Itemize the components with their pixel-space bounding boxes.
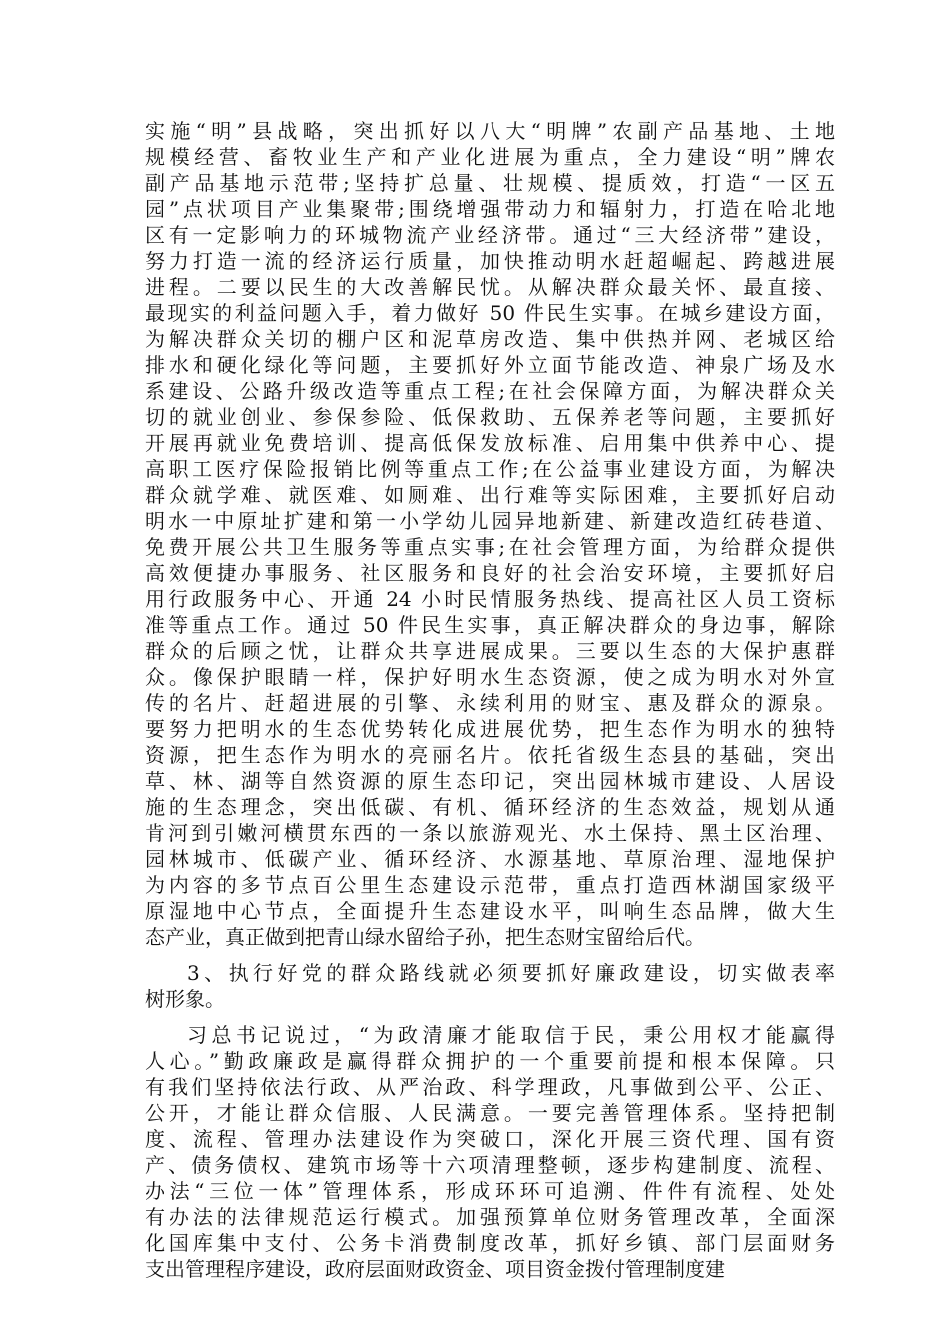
text-line: 园”点状项目产业集聚带;围绕增强带动力和辐射力，打造在哈北地	[145, 197, 835, 221]
text-line: 产、债务债权、建筑市场等十六项清理整顿，逐步构建制度、流程、	[145, 1153, 835, 1177]
paragraph-p1	[145, 118, 835, 950]
text-line: 习总书记说过，“为政清廉才能取信于民，秉公用权才能赢得	[187, 1023, 835, 1047]
text-line: 为内容的多节点百公里生态建设示范带，重点打造西林湖国家级平	[145, 873, 835, 897]
text-line: 区有一定影响力的环城物流产业经济带。通过“三大经济带”建设，	[145, 223, 835, 247]
text-line: 群众就学难、就医难、如厕难、出行难等实际困难，主要抓好启动	[145, 483, 835, 507]
text-line: 3、执行好党的群众路线就必须要抓好廉政建设，切实做表率	[187, 961, 835, 985]
text-line: 肯河到引嫩河横贯东西的一条以旅游观光、水土保持、黑土区治理、	[145, 821, 835, 845]
text-line: 有办法的法律规范运行模式。加强预算单位财务管理改革，全面深	[145, 1205, 835, 1229]
text-line: 资源，把生态作为明水的亮丽名片。依托省级生态县的基础，突出	[145, 743, 835, 767]
text-line: 公开，才能让群众信服、人民满意。一要完善管理体系。坚持把制	[145, 1101, 835, 1125]
text-line: 准等重点工作。通过 50 件民生实事，真正解决群众的身边事，解除	[145, 613, 835, 637]
text-line: 开展再就业免费培训、提高低保发放标准、启用集中供养中心、提	[145, 431, 835, 455]
text-line: 传的名片、赶超进展的引擎、永续利用的财宝、惠及群众的源泉。	[145, 691, 835, 715]
text-line: 用行政服务中心、开通 24 小时民情服务热线、提高社区人员工资标	[145, 587, 835, 611]
text-line: 要努力把明水的生态优势转化成进展优势，把生态作为明水的独特	[145, 717, 835, 741]
text-line: 明水一中原址扩建和第一小学幼儿园异地新建、新建改造红砖巷道、	[145, 509, 835, 533]
text-line: 高效便捷办事服务、社区服务和良好的社会治安环境，主要抓好启	[145, 561, 835, 585]
text-line: 切的就业创业、参保参险、低保救助、五保养老等问题，主要抓好	[145, 405, 835, 429]
text-line: 树形象。	[145, 987, 225, 1011]
text-line: 进程。二要以民生的大改善解民忧。从解决群众最关怀、最直接、	[145, 275, 835, 299]
text-line: 为解决群众关切的棚户区和泥草房改造、集中供热并网、老城区给	[145, 327, 835, 351]
text-line: 态产业，真正做到把青山绿水留给子孙，把生态财宝留给后代。	[145, 925, 705, 949]
text-line: 草、林、湖等自然资源的原生态印记，突出园林城市建设、人居设	[145, 769, 835, 793]
paragraph-gap	[145, 950, 835, 960]
text-line: 高职工医疗保险报销比例等重点工作;在公益事业建设方面，为解决	[145, 457, 835, 481]
paragraph-gap	[145, 1012, 835, 1022]
text-line: 规模经营、畜牧业生产和产业化进展为重点，全力建设“明”牌农	[145, 145, 835, 169]
text-line: 有我们坚持依法行政、从严治政、科学理政，凡事做到公平、公正、	[145, 1075, 835, 1099]
text-line: 群众的后顾之忧，让群众共享进展成果。三要以生态的大保护惠群	[145, 639, 835, 663]
text-line: 支出管理程序建设，政府层面财政资金、项目资金拨付管理制度建	[145, 1257, 725, 1281]
text-line: 园林城市、低碳产业、循环经济、水源基地、草原治理、湿地保护	[145, 847, 835, 871]
text-line: 免费开展公共卫生服务等重点实事;在社会管理方面，为给群众提供	[145, 535, 835, 559]
body-text	[145, 118, 835, 1282]
paragraph-p2	[145, 960, 835, 1012]
text-line: 系建设、公路升级改造等重点工程;在社会保障方面，为解决群众关	[145, 379, 835, 403]
text-line: 最现实的利益问题入手，着力做好 50 件民生实事。在城乡建设方面，	[145, 301, 835, 325]
text-line: 人心。”勤政廉政是赢得群众拥护的一个重要前提和根本保障。只	[145, 1049, 835, 1073]
text-line: 众。像保护眼睛一样，保护好明水生态资源，使之成为明水对外宣	[145, 665, 835, 689]
text-line: 度、流程、管理办法建设作为突破口，深化开展三资代理、国有资	[145, 1127, 835, 1151]
text-line: 化国库集中支付、公务卡消费制度改革，抓好乡镇、部门层面财务	[145, 1231, 835, 1255]
text-line: 排水和硬化绿化等问题，主要抓好外立面节能改造、神泉广场及水	[145, 353, 835, 377]
text-line: 实施“明”县战略，突出抓好以八大“明牌”农副产品基地、土地	[145, 119, 835, 143]
text-line: 原湿地中心节点，全面提升生态建设水平，叫响生态品牌，做大生	[145, 899, 835, 923]
paragraph-p3	[145, 1022, 835, 1282]
text-line: 副产品基地示范带;坚持扩总量、壮规模、提质效，打造“一区五	[145, 171, 835, 195]
text-line: 办法“三位一体”管理体系，形成环环可追溯、件件有流程、处处	[145, 1179, 835, 1203]
text-line: 努力打造一流的经济运行质量，加快推动明水赶超崛起、跨越进展	[145, 249, 835, 273]
text-line: 施的生态理念，突出低碳、有机、循环经济的生态效益，规划从通	[145, 795, 835, 819]
